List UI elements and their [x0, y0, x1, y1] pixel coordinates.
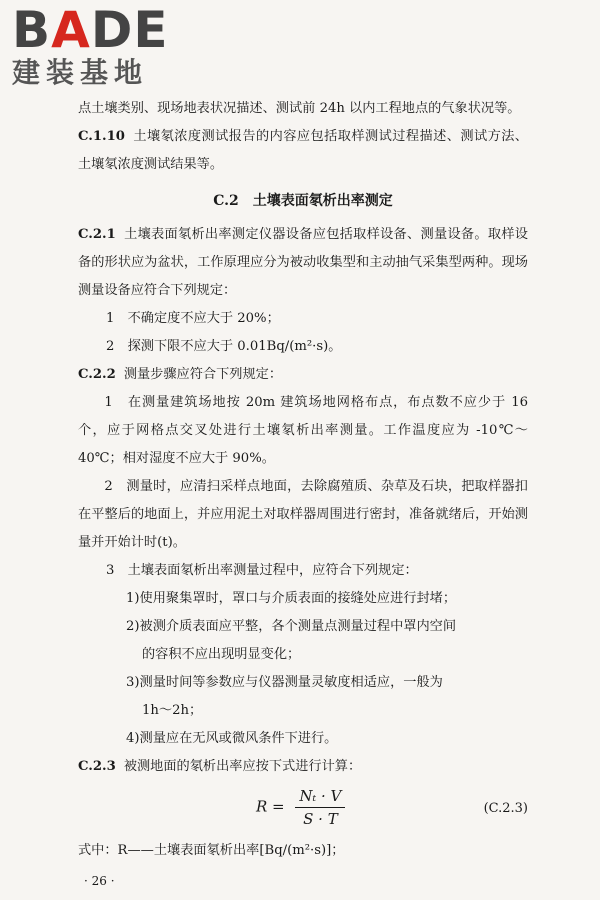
- clause-number: C.2.3: [78, 759, 116, 774]
- logo-subtitle: 建装基地: [12, 56, 149, 89]
- formula-block: [78, 781, 528, 837]
- logo-letters-de: DE: [90, 1, 169, 59]
- list-item: 1 不确定度不应大于 20%；: [106, 311, 280, 326]
- formula-numerator: Nₜ · V: [295, 785, 345, 808]
- clause-text: 土壤氡浓度测试报告的内容应包括取样测试过程描述、测试方法、土壤氡浓度测试结果等。: [78, 129, 528, 172]
- clause-c-2-1: [78, 221, 528, 305]
- sub-list-item: 4)测量应在无风或微风条件下进行。: [126, 731, 338, 746]
- page-number: · 26 ·: [84, 874, 115, 888]
- clause-number: C.2.2: [78, 367, 116, 382]
- logo-wordmark: [12, 1, 182, 59]
- clause-number: C.2.1: [78, 227, 116, 242]
- formula: [256, 785, 345, 830]
- logo-letter-b: B: [12, 1, 52, 59]
- list-item: 2 探测下限不应大于 0.01Bq/(m²·s)。: [106, 339, 342, 354]
- list-item: 2 测量时，应清扫采样点地面，去除腐殖质、杂草及石块，把取样器扣在平整后的地面上，并应用泥土对取样器周围进行密封，准备就绪后，开始测量并开始计时(t)。: [78, 479, 528, 550]
- sub-list-item: 3)测量时间等参数应与仪器测量灵敏度相适应，一般为: [126, 675, 443, 690]
- formula-lhs: R =: [256, 797, 285, 816]
- formula-denominator: S · T: [303, 810, 338, 828]
- bade-logo: [12, 1, 182, 96]
- list-item: 1 在测量建筑场地按 20m 建筑场地网格布点，布点数不应少于 16 个，应于网格点交叉处进行土壤氡析出率测量。工作温度应为 -10℃～40℃；相对湿度不应大于 90%。: [78, 395, 528, 466]
- document-body: [78, 95, 528, 895]
- sub-list-item-continuation: 的容积不应出现明显变化；: [142, 647, 301, 662]
- sub-list-item-continuation: 1h～2h；: [142, 703, 203, 718]
- formula-fraction: [295, 785, 345, 830]
- clause-c-1-10: [78, 123, 528, 179]
- formula-where: 式中：R——土壤表面氡析出率[Bq/(m²·s)]；: [78, 843, 345, 858]
- clause-text: 土壤表面氡析出率测定仪器设备应包括取样设备、测量设备。取样设备的形状应为盆状，工作原理应分为被动收集型和主动抽气采集型两种。现场测量设备应符合下列规定：: [78, 227, 528, 298]
- list-item: 3 土壤表面氡析出率测量过程中，应符合下列规定：: [106, 563, 418, 578]
- equation-number: (C.2.3): [483, 801, 528, 816]
- clause-c-2-3: [78, 753, 528, 781]
- section-heading: C.2 土壤表面氡析出率测定: [213, 193, 393, 209]
- sub-list-item: 2)被测介质表面应平整，各个测量点测量过程中罩内空间: [126, 619, 457, 634]
- clause-c-2-2: [78, 361, 528, 389]
- clause-text: 测量步骤应符合下列规定：: [123, 367, 283, 382]
- clause-text: 被测地面的氡析出率应按下式进行计算：: [123, 759, 362, 774]
- clause-number: C.1.10: [78, 129, 125, 144]
- logo-letter-a: A: [51, 1, 91, 59]
- sub-list-item: 1)使用聚集罩时，罩口与介质表面的接缝处应进行封堵；: [126, 591, 457, 606]
- paragraph-continuation: 点土壤类别、现场地表状况描述、测试前 24h 以内工程地点的气象状况等。: [78, 101, 521, 116]
